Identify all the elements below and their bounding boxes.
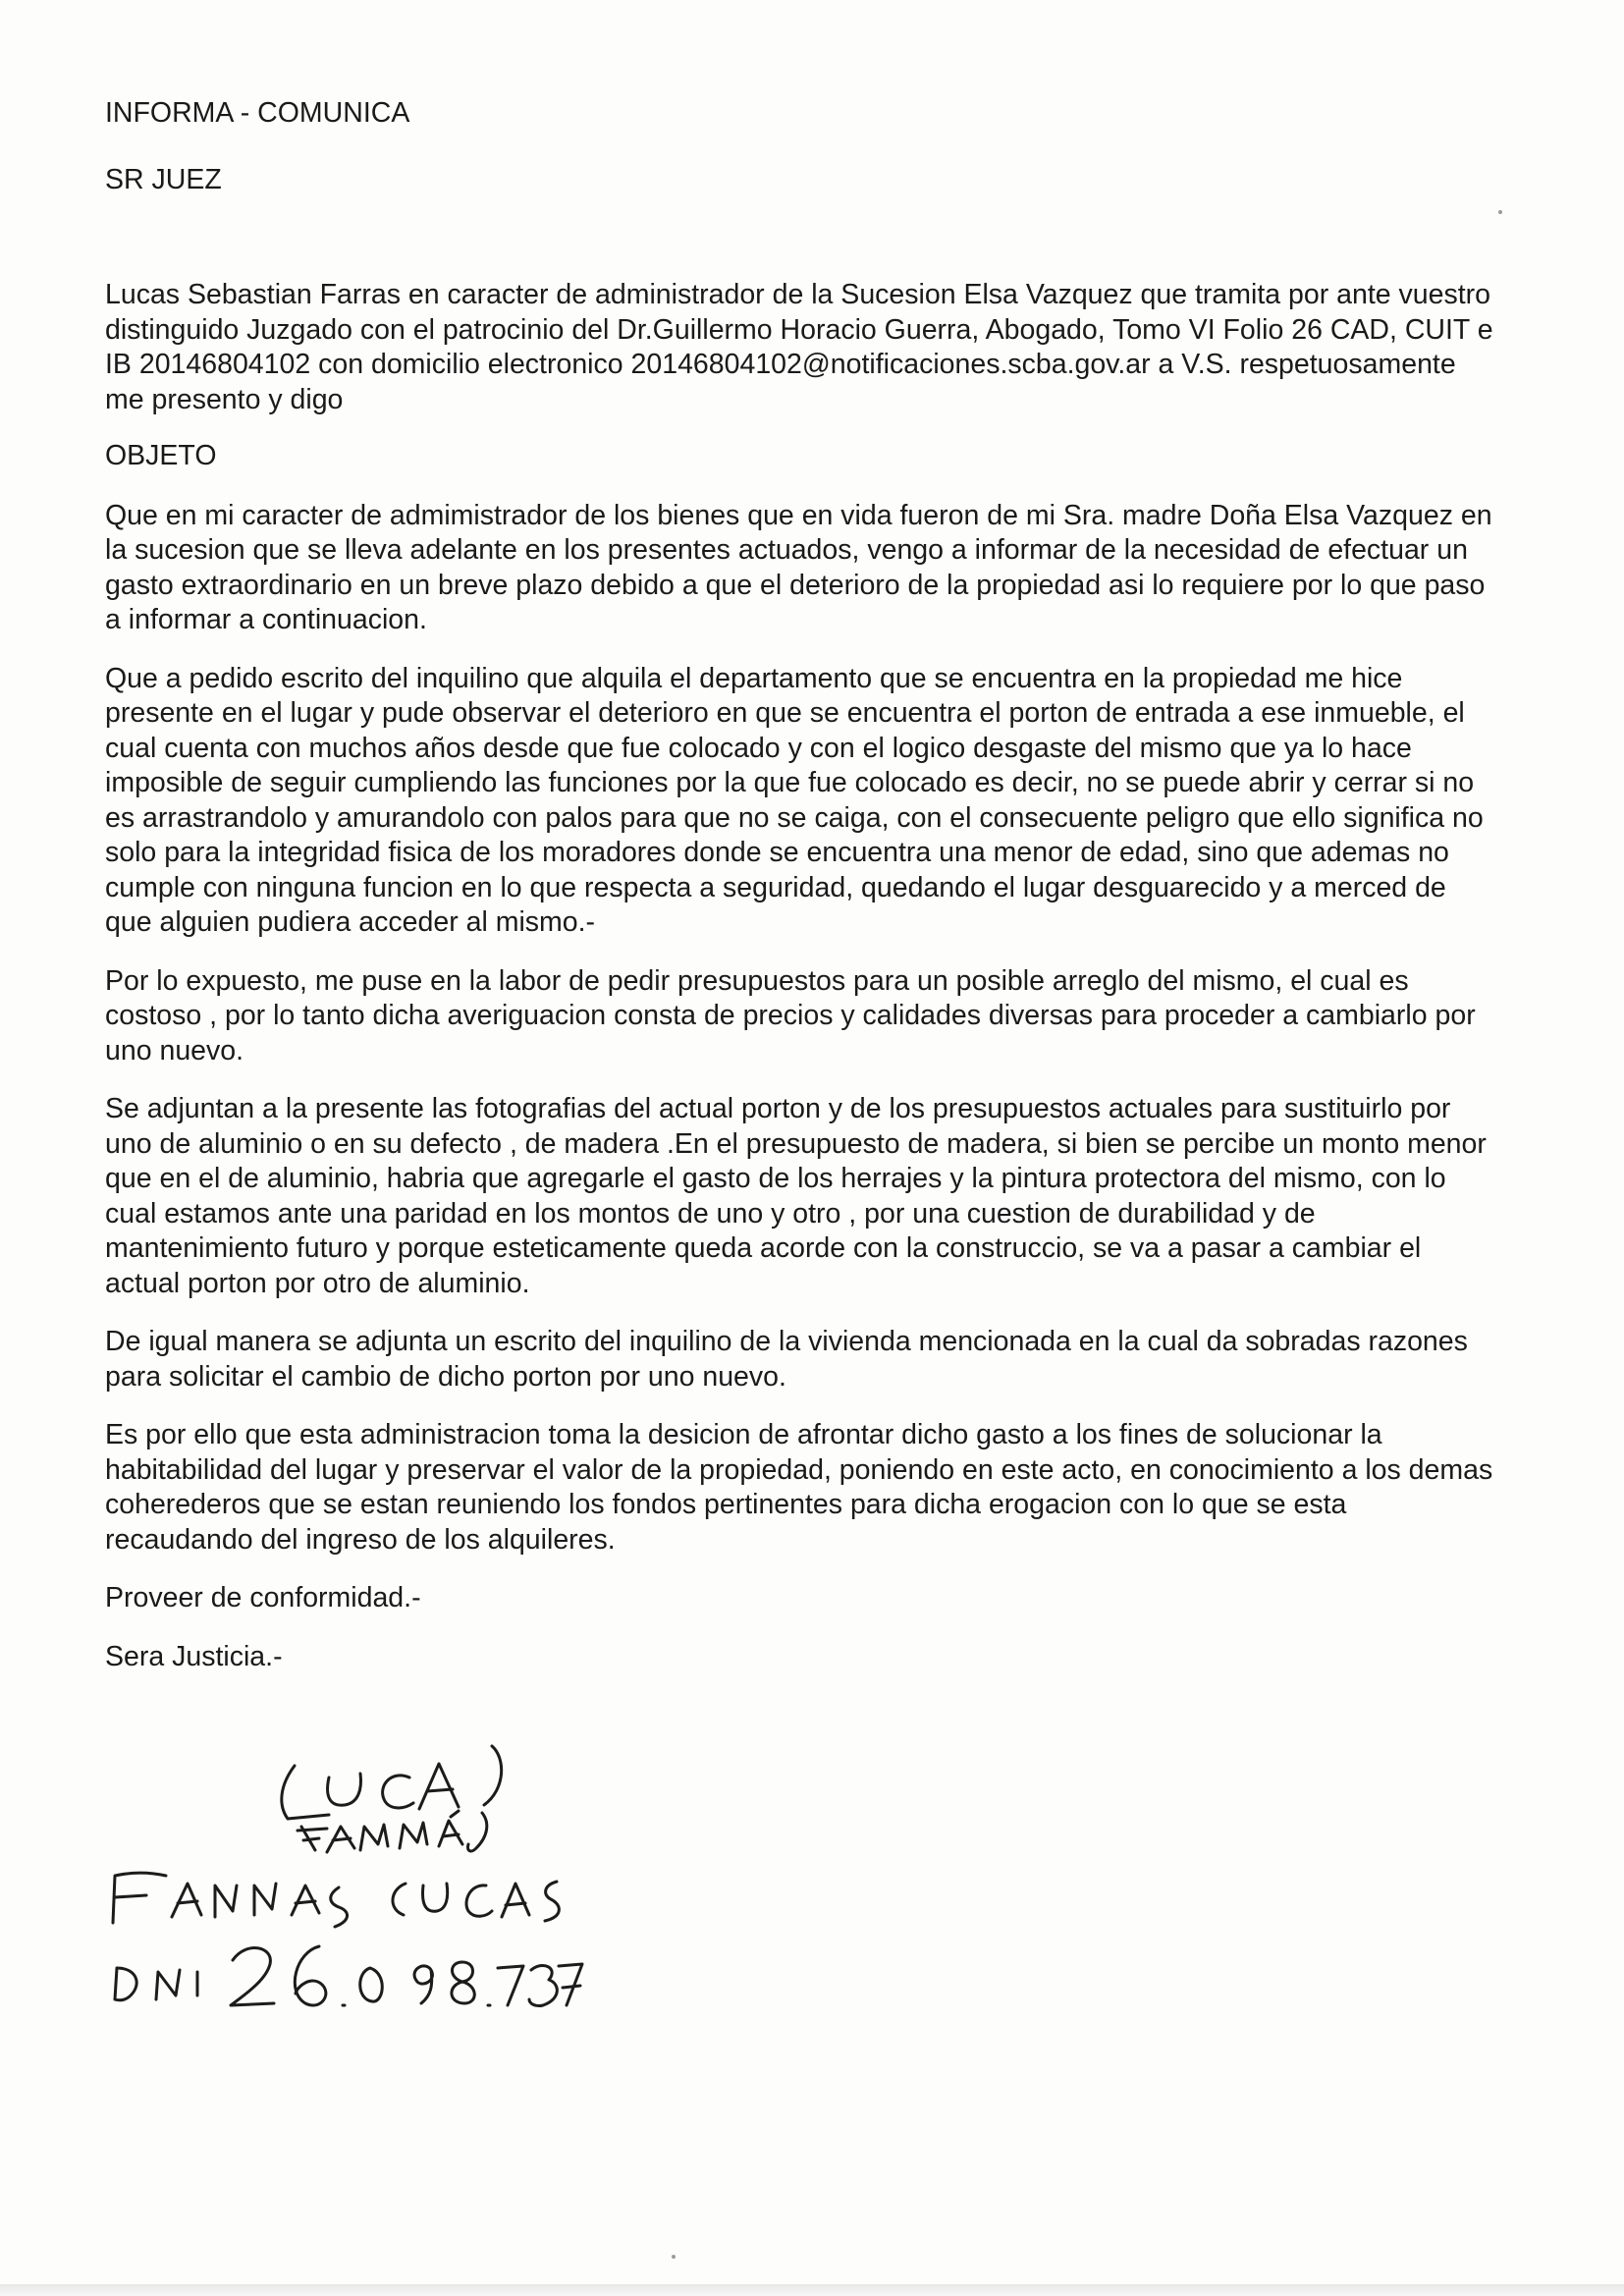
body-paragraph: Que a pedido escrito del inquilino que alquila el departamento que se encuentra en la propiedad me hice presente en el lugar y pude observar el deterioro en que se encuentra el porton de entrada a ese inmueble, el cual cuenta con muchos años desde que fue colocado y con el logico desgaste del mismo que ya lo hace imposible de seguir cumpliendo las funciones por la que fue colocado es decir, no se puede abrir y cerrar si no es arrastrandolo y amurandolo con palos para que no se caiga, con el consecuente peligro que ello significa no solo para la integridad fisica de los moradores donde se encuentra una menor de edad, sino que ademas no cumple con ninguna funcion en lo que respecta a seguridad, quedando el lugar desguarecido y a merced de que alguien pudiera acceder al mismo.- bbox=[105, 662, 1484, 938]
closing-justice: Sera Justicia.- bbox=[105, 1640, 283, 1672]
intro-paragraph: Lucas Sebastian Farras en caracter de administrador de la Sucesion Elsa Vazquez que tramita por ante vuestro distinguido Juzgado con el patrocinio del Dr.Guillermo Horacio Guerra, Abogado, Tomo VI Folio 26 CAD, CUIT e IB 20146804102 con domicilio electronico 20146804102@notificaciones.scba.gov.ar a V.S. respetuosamente me presento y digo bbox=[105, 279, 1493, 415]
body-paragraph: Por lo expuesto, me puse en la labor de pedir presupuestos para un posible arreglo del mismo, el cual es costoso , por lo tanto dicha averiguacion consta de precios y calidades diversas para proceder a cambiarlo por uno nuevo. bbox=[105, 964, 1476, 1066]
closing-request: Proveer de conformidad.- bbox=[105, 1582, 421, 1613]
body-paragraph: Es por ello que esta administracion toma la desicion de afrontar dicho gasto a los fines de solucionar la habitabilidad del lugar y preservar el valor de la propiedad, poniendo en este acto, en conocimiento a los demas coherederos que se estan reuniendo los fondos pertinentes para dicha erogacion con lo que se esta recaudando del ingreso de los alquileres. bbox=[105, 1419, 1493, 1556]
page-bottom-edge bbox=[0, 2284, 1624, 2296]
addressee: SR JUEZ bbox=[105, 163, 222, 195]
scan-speck bbox=[1498, 210, 1502, 214]
handwritten-signature bbox=[93, 1728, 584, 2023]
document-heading: INFORMA - COMUNICA bbox=[105, 97, 410, 129]
body-paragraph: De igual manera se adjunta un escrito del inquilino de la vivienda mencionada en la cual da sobradas razones para solicitar el cambio de dicho porton por uno nuevo. bbox=[105, 1326, 1468, 1393]
body-paragraph: Se adjuntan a la presente las fotografias del actual porton y de los presupuestos actuales para sustituirlo por uno de aluminio o en su defecto , de madera .En el presupuesto de madera, si bien se percibe un monto menor que en el de aluminio, habria que agregarle el gasto de los herrajes y la pintura protectora del mismo, con lo cual estamos ante una paridad en los montos de uno y otro , por una cuestion de durabilidad y de mantenimiento futuro y porque esteticamente queda acorde con la construccio, se va a pasar a cambiar el actual porton por otro de aluminio. bbox=[105, 1093, 1487, 1299]
scan-speck bbox=[672, 2255, 676, 2259]
body-paragraph: Que en mi caracter de admimistrador de los bienes que en vida fueron de mi Sra. madre Doña Elsa Vazquez en la sucesion que se lleva adelante en los presentes actuados, vengo a informar de la necesidad de efectuar un gasto extraordinario en un breve plazo debido a que el deterioro de la propiedad asi lo requiere por lo que paso a informar a continuacion. bbox=[105, 499, 1492, 635]
section-title: OBJETO bbox=[105, 440, 217, 471]
document-body bbox=[105, 96, 1499, 1674]
